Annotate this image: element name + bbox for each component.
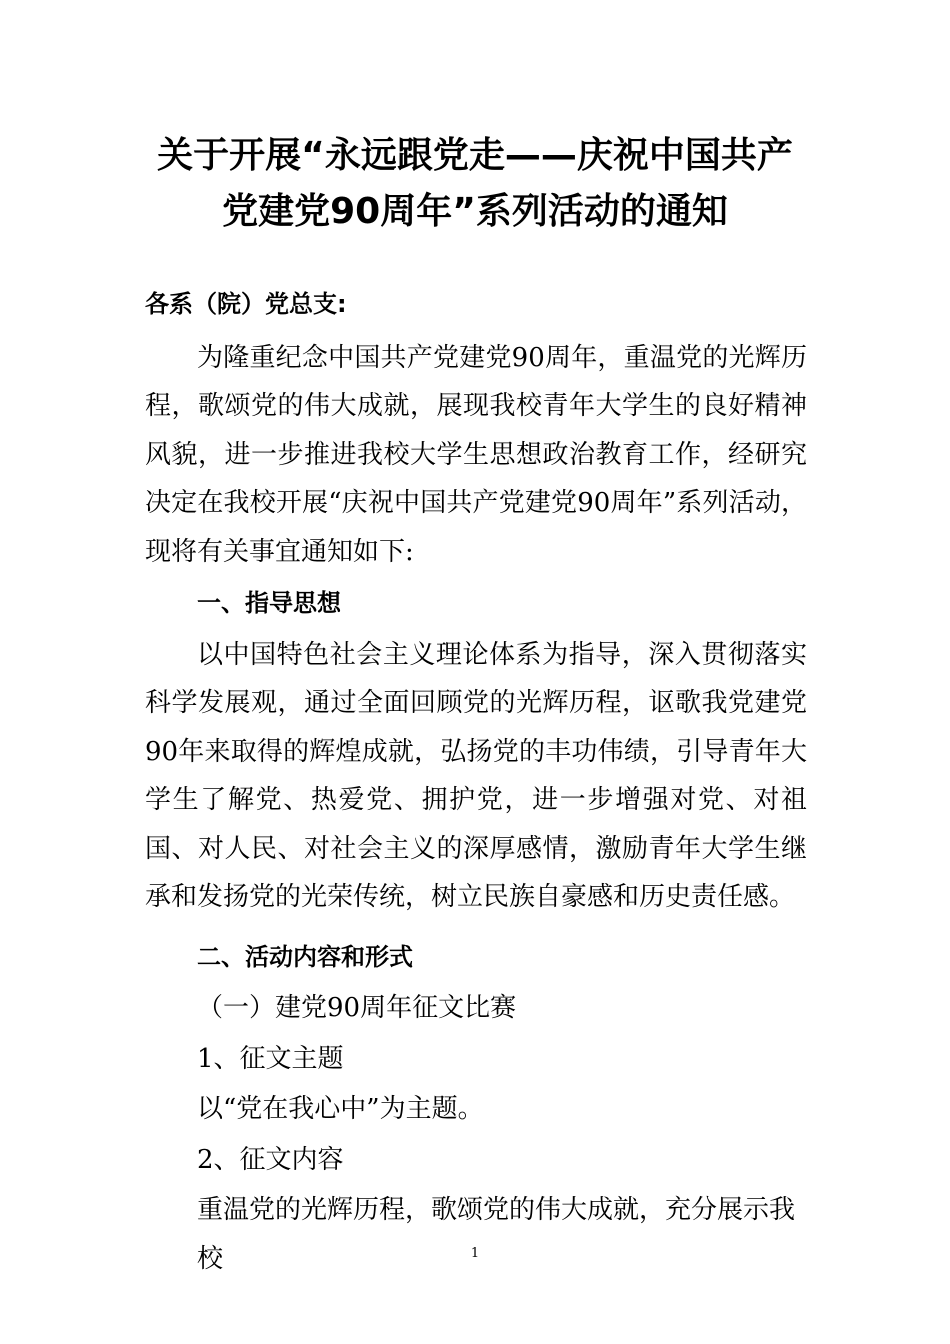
document-title (120, 128, 830, 240)
document-body (145, 280, 807, 1285)
subsection-1-heading: （一）建党90周年征文比赛 (197, 993, 517, 1023)
page-number: 1 (470, 1246, 480, 1261)
section-1-heading: 一、指导思想 (197, 589, 341, 617)
salutation: 各系（院）党总支: (145, 290, 347, 318)
item-2-text: 重温党的光辉历程，歌颂党的伟大成就，充分展示我校 (197, 1195, 796, 1274)
section-2-heading: 二、活动内容和形式 (197, 942, 413, 971)
title-line-1: 关于开展“永远跟党走——庆祝中国共产 (157, 135, 793, 176)
item-2-heading: 2、征文内容 (197, 1144, 344, 1175)
item-1-text: 以“党在我心中”为主题。 (197, 1094, 484, 1124)
intro-paragraph: 为隆重纪念中国共产党建党90周年，重温党的光辉历程，歌颂党的伟大成就，展现我校青年大学生的良好精神风貌，进一步推进我校大学生思想政治教育工作，经研究决定在我校开展“庆祝中国共产党建党90周年”系列活动，现将有关事宜通知如下: (145, 342, 807, 567)
item-1-heading: 1、征文主题 (197, 1043, 344, 1074)
section-1-paragraph: 以中国特色社会主义理论体系为指导，深入贯彻落实科学发展观，通过全面回顾党的光辉历程，讴歌我党建党90年来取得的辉煌成就，弘扬党的丰功伟绩，引导青年大学生了解党、热爱党、拥护党，进一步增强对党、对祖国、对人民、对社会主义的深厚感情，激励青年大学生继承和发扬党的光荣传统，树立民族自豪感和历史责任感。 (145, 639, 807, 912)
title-line-2: 党建党90周年”系列活动的通知 (222, 191, 728, 232)
